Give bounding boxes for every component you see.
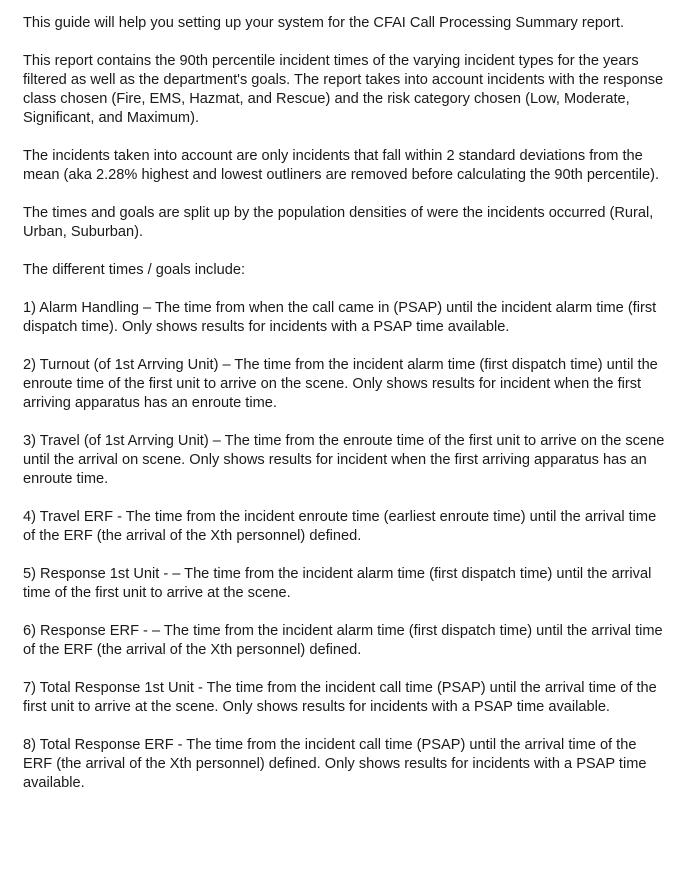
outlier-filter-paragraph: The incidents taken into account are only incidents that fall within 2 standard deviations from the mean (aka 2.28% highest and lowest outliners are removed before calculating the 90th percentile). bbox=[23, 148, 660, 183]
intro-paragraph: This guide will help you setting up your system for the CFAI Call Processing Summary report. bbox=[23, 15, 625, 31]
list-item-travel-erf: 4) Travel ERF - The time from the incident enroute time (earliest enroute time) until the arrival time of the ERF (the arrival of the Xth personnel) defined. bbox=[23, 509, 657, 544]
list-item-total-response-erf: 8) Total Response ERF - The time from the incident call time (PSAP) until the arrival time of the ERF (the arrival of the Xth personnel) defined. Only shows results for incidents with a PSAP time available. bbox=[23, 737, 647, 791]
list-item-response-erf: 6) Response ERF - – The time from the incident alarm time (first dispatch time) until the arrival time of the ERF (the arrival of the Xth personnel) defined. bbox=[23, 623, 663, 658]
list-item-response-1st-unit: 5) Response 1st Unit - – The time from the incident alarm time (first dispatch time) until the arrival time of the first unit to arrive at the scene. bbox=[23, 566, 652, 601]
list-item-total-response-1st-unit: 7) Total Response 1st Unit - The time from the incident call time (PSAP) until the arrival time of the first unit to arrive at the scene. Only shows results for incidents with a PSAP time available. bbox=[23, 680, 657, 715]
list-item-travel: 3) Travel (of 1st Arrving Unit) – The time from the enroute time of the first unit to arrive on the scene until the arrival on scene. Only shows results for incident when the first arriving apparatus has an enroute time. bbox=[23, 433, 665, 487]
times-goals-heading: The different times / goals include: bbox=[23, 262, 245, 278]
list-item-turnout: 2) Turnout (of 1st Arrving Unit) – The time from the incident alarm time (first dispatch time) until the enroute time of the first unit to arrive on the scene. Only shows results for incident when the first arriving apparatus has an enroute time. bbox=[23, 357, 658, 411]
report-description-paragraph: This report contains the 90th percentile incident times of the varying incident types for the years filtered as well as the department's goals. The report takes into account incidents with the response class chosen (Fire, EMS, Hazmat, and Rescue) and the risk category chosen (Low, Moderate, Significant, and Maximum). bbox=[23, 53, 664, 126]
list-item-alarm-handling: 1) Alarm Handling – The time from when the call came in (PSAP) until the incident alarm time (first dispatch time). Only shows results for incidents with a PSAP time available. bbox=[23, 300, 657, 335]
population-density-paragraph: The times and goals are split up by the population densities of were the incidents occurred (Rural, Urban, Suburban). bbox=[23, 205, 654, 240]
